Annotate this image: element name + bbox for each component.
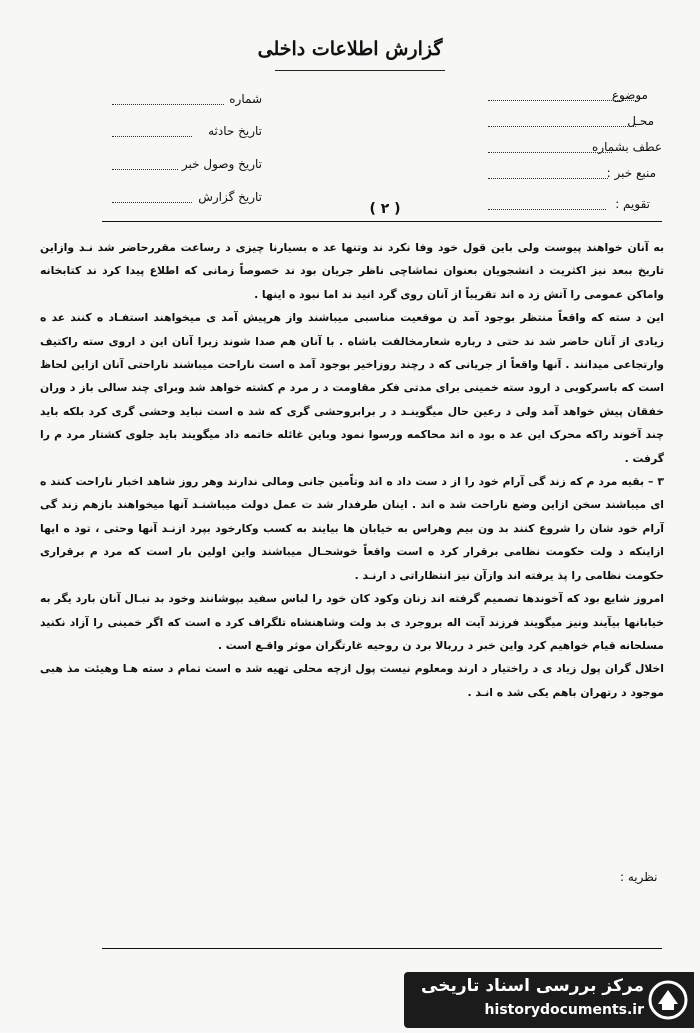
receipt-date-label: تاریخ وصول خبر: [181, 157, 262, 171]
opinion-label: نظریه :: [620, 870, 658, 884]
reference-dots: [488, 152, 612, 153]
source-label: منبع خبر :: [606, 166, 656, 180]
title-underline: [275, 70, 445, 71]
body-paragraph-1: به آنان خواهند پیوست ولی باین قول خود وفا نکرد ند وتنها عد ه بسیارنا چیزی د رساعت مقررحاضر شد نـد وازاین تاریخ ببعد نیز اکثریت د انشجویان بعنوان تماشاچی ناظر جریان بود ند خصوصاً زمانی که اطلاع پیدا کرد ند کتابخانه واماکن عمومی را آتش زد ه اند تقریباً از آنان روی گرد انید ند اما نبود ه اینها .: [40, 241, 664, 301]
archive-logo-icon: [648, 980, 688, 1020]
footer-divider: [102, 948, 662, 949]
calendar-label: تقویم :: [615, 197, 650, 211]
report-date-label: تاریخ گزارش: [198, 190, 262, 204]
reference-label: عطف بشماره: [592, 140, 662, 154]
watermark-url[interactable]: historydocuments.ir: [484, 1002, 644, 1018]
number-dots: [112, 104, 224, 105]
number-label: شماره: [229, 92, 262, 106]
issue-number: ( ۲ ): [369, 201, 401, 217]
incident-date-dots: [112, 136, 192, 137]
watermark-title: مرکز بررسی اسناد تاریخی: [421, 976, 644, 996]
report-body: [40, 236, 664, 704]
page-title: گزارش اطلاعات داخلی: [257, 38, 443, 60]
archive-watermark: [404, 972, 694, 1028]
body-paragraph-5: اخلال گران پول زیاد ی د راختیار د ارند ومعلوم نیست پول ازچه محلی تهیه شد ه است تمام د سته هـا وهیئت مذ هبی موجود د رتهران باهم یکی شد ه انـد .: [40, 662, 664, 699]
header-divider: [102, 221, 662, 222]
body-paragraph-4: امروز شایع بود که آخوندها تصمیم گرفته اند زنان وکود کان خود را لباس سفید بپوشانند وخود بد نبـال آنان بارد یگر به خیابانها بیآیند ونیز میگویند فرزند آیت اله بروجرد ی بد ولت وشاهنشاه تلگراف کرد ه است که اگر خمینی را آزاد نکنید مسلحانه قیام خواهیم کرد واین خبر د رربالا برد ن روحیه غارتگران موثر واقـع است .: [40, 592, 664, 652]
place-dots: [488, 126, 636, 127]
incident-date-label: تاریخ حادثه: [208, 124, 262, 138]
subject-label: موضوع: [611, 88, 648, 102]
report-date-dots: [112, 202, 192, 203]
body-paragraph-3: ۳ – بقیه مرد م که زند گی آرام خود را از د ست داد ه اند وتاًمین جانی ومالی ندارند وهر روز شاهد اخبار ناراحت کنند ه ای میباشند سخن ازاین وضع ناراحت شد ه اند . اینان طرفدار شد ت عمل دولت میباشنـد آنها میخواهند بازهم زند گی آرام خود شان را شروع کنند بد ون بیم وهراس به خیابان ها بیایند به کسب وکارخود بپرد ازنـد آنها وحتی ، تود ه ایها ازاینکه د ولت حکومت نظامی برقرار کرد ه است واقعاً خوشحـال میباشند واین اولین بار است که مرد م برقراری حکومت نظامی را پذ یرفته اند وازآن نیز انتظاراتی د ارنـد .: [40, 475, 664, 582]
calendar-dots: [488, 209, 606, 210]
receipt-date-dots: [112, 169, 178, 170]
place-label: محـل: [627, 114, 654, 128]
source-dots: [488, 178, 608, 179]
body-paragraph-2: این د سته که واقعاً منتظر بوجود آمد ن موقعیت مناسبی میباشند واز هرپیش آمد ی میخواهند استفـاد ه کنند عد ه زیادی از آنان حاضر شد ند حتی د رباره شعارمخالفت باشاه . با آنان هم صدا شوند زیرا آنان این د اروی سته راکتیف وارتجاعی میدانند . آنها واقعاً از جریانی که د رچند روزاخیر بوجود آمد ه است ناراحت میباشند ناراحتی آنان ازاین لحاظ است که باسرکوبی د ارود سته خمینی برای مدتی فکر مقاومت د ر مرد م کشته خواهد شد وبرای چند سالی باز د وران خفقان پیش خواهد آمد ولی د رعین حال میگوینـد د ر برابروحشی گری که شد ه است نباید وحشی گری کرد بلکه باید چند آخوند راکه محرک این عد ه بود ه اند محاکمه ورسوا نمود وباین غائله خاتمه داد میگویند باید جلوی کشتار مرد م را گرفت .: [40, 311, 664, 465]
subject-dots: [488, 100, 636, 101]
